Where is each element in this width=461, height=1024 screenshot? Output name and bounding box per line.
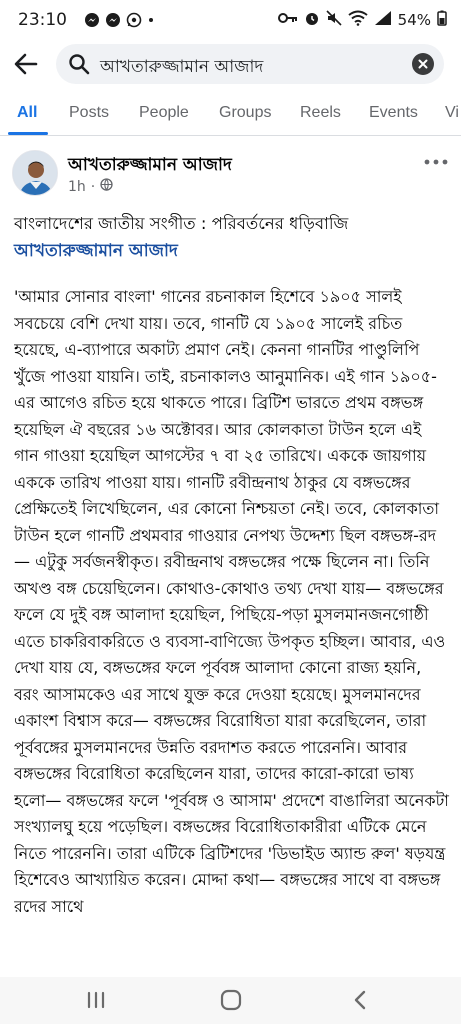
- tab-events[interactable]: Events: [369, 104, 418, 121]
- whatsapp-icon: [126, 12, 142, 32]
- search-tabs: [0, 92, 461, 136]
- messenger-icon: [84, 12, 100, 32]
- key-icon: [278, 11, 298, 29]
- avatar[interactable]: [12, 150, 58, 196]
- search-header: [0, 36, 461, 92]
- mute-icon: [326, 10, 342, 30]
- signal-icon: [374, 10, 392, 30]
- more-icon[interactable]: [423, 154, 449, 168]
- home-icon[interactable]: [211, 985, 251, 1015]
- clear-icon[interactable]: [412, 53, 434, 75]
- recents-icon[interactable]: [76, 985, 116, 1015]
- dot-icon: [147, 12, 155, 32]
- back-arrow-icon[interactable]: [10, 48, 42, 80]
- tab-videos[interactable]: Vi: [445, 104, 459, 121]
- post-time[interactable]: 1h: [68, 178, 86, 195]
- active-tab-indicator: [8, 132, 48, 135]
- post-body[interactable]: 'আমার সোনার বাংলা' গানের রচনাকাল হিশেবে ১৯০৫ সালই সবচেয়ে বেশি দেখা যায়। তবে, গানটি যে ১৯০৫ সালেই রচিত হয়েছে, এ-ব্যাপারে অকাট্য প্রমাণ নেই। কেননা গানটির পাণ্ডুলিপি খুঁজে পাওয়া যায়নি। তাই, রচনাকালও আনুমানিক। এই গান ১৯০৫-এর আগেও রচিত হয়ে থাকতে পারে। ব্রিটিশ ভারতে প্রথম বঙ্গভঙ্গ হয়েছিল ঐ বছরের ১৬ অক্টোবর। আর কোলকাতা টাউন হলে এই গান গাওয়া হয়েছিল আগস্টের ৭ বা ২৫ তারিখে। এককে জায়গায় এককে তারিখ পাওয়া যায়। গানটি রবীন্দ্রনাথ ঠাকুর যে বঙ্গভঙ্গের প্রেক্ষিতেই লিখেছিলেন, এর কোনো নিশ্চয়তা নেই। তবে, কোলকাতা টাউন হলে গানটি প্রথমবার গাওয়ার নেপথ্য উদ্দেশ্য ছিল বঙ্গভঙ্গ-রদ— এটুকু সর্বজনস্বীকৃত। রবীন্দ্রনাথ বঙ্গভঙ্গের পক্ষে ছিলেন না। তিনি অখণ্ড বঙ্গ চেয়েছিলেন। কোথাও-কোথাও তথ্য দেখা যায়— বঙ্গভঙ্গের ফলে যে দুই বঙ্গ আলাদা হয়েছিল, পিছিয়ে-পড়া মুসলমানজনগোষ্ঠী এতে চাকরিবাকরিতে ও ব্যবসা-বাণিজ্যে উপকৃত হচ্ছিল। আবার, এও দেখা যায় যে, বঙ্গভঙ্গের ফলে পূর্ববঙ্গ আলাদা কোনো রাজ্য হয়নি, বরং আসামকেও এর সাথে যুক্ত করে দেওয়া হয়েছে। মুসলমানদের একাংশ বিশ্বাস করে— বঙ্গভঙ্গের বিরোধিতা যারা করেছিলেন, তারা পূর্ববঙ্গের মুসলমানদের উন্নতি বরদাশত করতে পারেননি। আবার বঙ্গভঙ্গের বিরোধিতা করেছিলেন যারা, তাদের কারো-কারো ভাষ্য হলো— বঙ্গভঙ্গের ফলে 'পূর্ববঙ্গ ও আসাম' প্রদেশে বাঙালিরা অনেকটা সংখ্যালঘু হয়ে পড়েছিল। বঙ্গভঙ্গের বিরোধিতাকারীরা এটিকে মেনে নিতে পারেননি। তারা এটিকে ব্রিটিশদের 'ডিভাইড অ্যান্ড রুল' ষড়যন্ত্র হিশেবেও আখ্যায়িত করেন। মোদ্দা কথা— বঙ্গভঙ্গের সাথে বা বঙ্গভঙ্গ রদের সাথে: [14, 287, 449, 916]
- tab-posts[interactable]: Posts: [69, 104, 110, 121]
- tab-people[interactable]: People: [139, 104, 189, 121]
- post-tag-link[interactable]: আখতারুজ্জামান আজাদ: [14, 241, 178, 261]
- content-fade: [0, 955, 461, 977]
- post-author[interactable]: আখতারুজ্জামান আজাদ: [68, 155, 232, 175]
- tab-all[interactable]: All: [17, 104, 38, 121]
- search-icon: [68, 53, 90, 75]
- battery-level: 54%: [397, 11, 431, 29]
- tab-reels[interactable]: Reels: [300, 104, 341, 121]
- messenger-icon: [105, 12, 121, 32]
- system-icons: [278, 10, 447, 30]
- search-query[interactable]: আখতারুজ্জামান আজাদ: [100, 57, 264, 77]
- alarm-icon: [304, 10, 320, 30]
- battery-icon: [437, 10, 447, 30]
- separator-dot: ·: [90, 178, 96, 195]
- status-time: 23:10: [18, 10, 67, 30]
- globe-icon: [100, 178, 113, 195]
- post-title: বাংলাদেশের জাতীয় সংগীত : পরিবর্তনের ধড়িবাজি: [14, 214, 349, 233]
- search-input[interactable]: [56, 44, 444, 84]
- post-meta: [68, 178, 113, 195]
- back-icon[interactable]: [340, 985, 380, 1015]
- notification-icons: [84, 12, 155, 32]
- wifi-icon: [348, 10, 368, 30]
- post-header: [0, 140, 461, 206]
- system-nav-bar: [0, 977, 461, 1024]
- status-bar: [0, 0, 461, 36]
- tab-groups[interactable]: Groups: [219, 104, 272, 121]
